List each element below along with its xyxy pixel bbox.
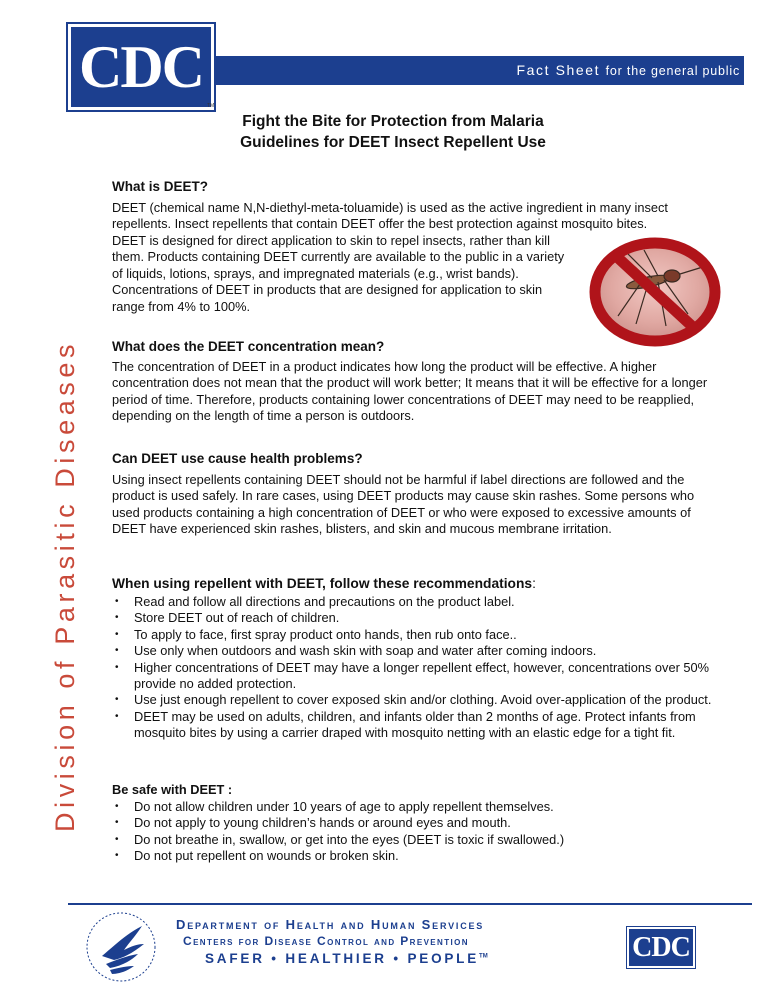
be-safe-list [112, 799, 724, 865]
list-item-text: Store DEET out of reach of children. [134, 610, 340, 626]
hhs-eagle-icon [80, 910, 162, 984]
no-mosquito-icon [588, 236, 722, 348]
recommendations-heading-text: When using repellent with DEET, follow these recommendations [112, 576, 533, 591]
cdc-logo-text: CDC [79, 34, 203, 100]
bullet-icon: • [115, 694, 119, 706]
logo-trademark: TM [207, 103, 215, 109]
list-item [112, 815, 724, 831]
bullet-icon: • [115, 596, 119, 607]
footer-cdc-logo [627, 927, 695, 968]
list-item-text: Do not breathe in, swallow, or get into the eyes (DEET is toxic if swallowed.) [134, 831, 565, 847]
list-item [112, 594, 724, 610]
cdc-logo [68, 24, 214, 110]
title-line-1: Fight the Bite for Protection from Malaria [242, 113, 544, 130]
section-heading-recommendations [112, 576, 536, 591]
footer-cdc-logo-text: CDC [632, 932, 690, 963]
bullet-icon: • [115, 645, 119, 657]
division-side-label: Division of Parasitic Diseases [50, 339, 80, 832]
list-item [112, 832, 724, 848]
bullet-icon: • [115, 801, 119, 812]
list-item [112, 627, 724, 643]
list-item [112, 848, 724, 864]
list-item [112, 709, 724, 742]
footer-rule [68, 903, 752, 905]
page-title [108, 111, 678, 153]
health-problems-text: Using insect repellents containing DEET should not be harmful if label directions are followed and the product is used safely. In rare cases, using DEET products may cause skin rashes. Some persons who used products containing a high concentration of DEET or who were exposed to excessive amounts of DEET have experienced skin rashes, blisters, and skin and mucous membrane irritation. [112, 472, 695, 537]
footer-department: Department of Health and Human Services [176, 917, 485, 932]
section-heading-be-safe: Be safe with DEET : [112, 782, 233, 797]
concentration-text: The concentration of DEET in a product indicates how long the product will be effective. A higher concentration does not mean that the product will work better; It means that it will be effective for a longer period of time. Therefore, products containing lower concentrations of DEET may need to be reapplied, depending on the length of time a person is outdoors. [112, 359, 708, 424]
footer-tagline-tm: TM [479, 953, 488, 960]
list-item [112, 799, 724, 815]
list-item-text: Use only when outdoors and wash skin with soap and water after coming indoors. [134, 643, 597, 659]
what-is-deet-text-1: DEET (chemical name N,N-diethyl-meta-toluamide) is used as the active ingredient in many insect repellents. Insect repellents that contain DEET offer the best protection against mosquito bites. [112, 200, 668, 232]
fact-sheet-text: Fact Sheet [516, 62, 601, 78]
list-item-text: Higher concentrations of DEET may have a longer repellent effect, however, concentrations over 50% provide no added protection. [134, 659, 709, 692]
recommendations-list [112, 594, 724, 742]
list-item [112, 692, 724, 708]
section-heading-what-is-deet: What is DEET? [112, 179, 209, 194]
section-heading-concentration: What does the DEET concentration mean? [112, 339, 385, 354]
footer-tagline-text: SAFER • HEALTHIER • PEOPLE [205, 951, 480, 966]
bullet-icon: • [115, 850, 119, 862]
footer-tagline [205, 951, 488, 966]
bullet-icon: • [115, 628, 119, 640]
list-item-text: Use just enough repellent to cover exposed skin and/or clothing. Avoid over-application of the product. [134, 692, 712, 708]
list-item [112, 610, 724, 626]
section-heading-health-problems: Can DEET use cause health problems? [112, 451, 363, 466]
bullet-icon: • [115, 833, 119, 845]
list-item [112, 660, 724, 693]
audience-text: for the general public [605, 64, 740, 78]
list-item [112, 643, 724, 659]
list-item-text: Read and follow all directions and precautions on the product label. [134, 594, 515, 609]
recommendations-colon: : [532, 576, 536, 591]
list-item-text: DEET may be used on adults, children, and infants older than 2 months of age. Protect infants from mosquito bites by using a carrier draped with mosquito netting with an elastic edge for a tight fit. [134, 708, 696, 741]
list-item-text: Do not apply to young children’s hands or around eyes and mouth. [134, 815, 511, 831]
bullet-icon: • [115, 710, 119, 722]
list-item-text: To apply to face, first spray product onto hands, then rub onto face.. [134, 626, 517, 642]
footer-centers: Centers for Disease Control and Prevention [183, 934, 469, 948]
what-is-deet-text-2: DEET is designed for direct application to skin to repel insects, rather than kill them. Products containing DEET currently are available to the public in a variety of liquids, lotions, sprays, and impregnated materials (e.g., wrist bands). Concentrations of DEET in products that are designed for application to skin range from 4% to 100%. [112, 233, 565, 314]
bullet-icon: • [115, 661, 119, 673]
title-line-2: Guidelines for DEET Insect Repellent Use [240, 134, 546, 151]
fact-sheet-label [516, 62, 740, 78]
list-item-text: Do not allow children under 10 years of age to apply repellent themselves. [134, 799, 554, 814]
bullet-icon: • [115, 817, 119, 829]
bullet-icon: • [115, 612, 119, 624]
list-item-text: Do not put repellent on wounds or broken skin. [134, 848, 399, 864]
